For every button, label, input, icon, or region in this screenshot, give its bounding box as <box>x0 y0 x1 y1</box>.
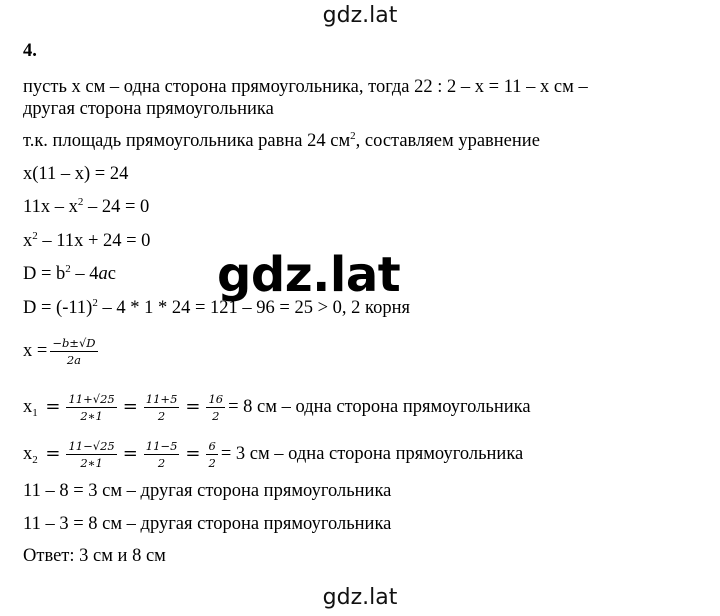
x2-fraction-2 <box>144 439 180 470</box>
disc-c: c <box>107 264 117 284</box>
x2-rest: = 3 см – одна сторона прямоугольника <box>220 443 524 464</box>
watermark-top: gdz.lat <box>322 3 398 28</box>
x1-f1-num: 11+√25 <box>68 392 115 406</box>
equation-3-sup: 2 <box>32 230 38 242</box>
x2-fraction-1 <box>66 439 116 470</box>
task-number: 4. <box>23 41 37 61</box>
disc-b: – 4 <box>70 264 99 284</box>
equation-2-b: – 24 = 0 <box>83 197 150 217</box>
x2-eq-1: = <box>45 442 61 464</box>
x1-rest: = 8 см – одна сторона прямоугольника <box>228 396 531 417</box>
equation-3 <box>23 230 150 252</box>
x2-f1-den: 2∗1 <box>66 454 116 470</box>
equation-2-a: 11х – х <box>23 197 78 217</box>
x1-lhs: х <box>23 396 33 417</box>
equation-2-sup: 2 <box>77 196 84 208</box>
x1-f2-den: 2 <box>144 407 180 423</box>
x2-eq-3: = <box>185 442 201 464</box>
x2-f2-den: 2 <box>144 454 180 470</box>
x1-fraction-3 <box>206 392 225 423</box>
x2-f3-num: 6 <box>208 439 216 453</box>
x1-f3-den: 2 <box>206 407 225 423</box>
x2-fraction-3 <box>206 439 217 470</box>
equation-1: х(11 – х) = 24 <box>23 164 129 184</box>
x1-sub: 1 <box>32 406 38 419</box>
x2-f3-den: 2 <box>208 456 216 470</box>
disc2-sup: 2 <box>92 297 98 309</box>
root-formula-fraction <box>50 336 97 367</box>
text-line-1: пусть х см – одна сторона прямоугольника, тогда 22 : 2 – х = 11 – х см – <box>23 77 588 97</box>
root-x1 <box>23 392 531 423</box>
x1-fraction-1 <box>66 392 116 423</box>
discriminant-formula <box>23 263 116 285</box>
x1-eq-1: = <box>45 395 61 417</box>
text-line-2: другая сторона прямоугольника <box>23 99 274 119</box>
root-formula-lhs: х = <box>23 340 48 361</box>
x2-sub: 2 <box>32 453 38 466</box>
root-x2 <box>23 439 523 470</box>
root-formula-denominator: 2a <box>50 351 97 367</box>
disc-sup: 2 <box>65 263 71 275</box>
root-formula <box>23 336 101 367</box>
text-line-3 <box>23 130 540 152</box>
equation-2 <box>23 196 149 218</box>
x1-f3-num: 16 <box>208 392 224 406</box>
equation-3-b: – 11х + 24 = 0 <box>37 231 151 251</box>
x1-f2-num: 11+5 <box>145 392 178 406</box>
disc2-a: D = (-11) <box>23 298 93 318</box>
watermark-middle: gdz.lat <box>217 247 401 303</box>
x1-eq-2: = <box>122 395 138 417</box>
answer-line: Ответ: 3 см и 8 см <box>23 546 166 566</box>
text-line-3-b: , составляем уравнение <box>355 131 540 151</box>
disc2-b: – 4 * 1 * 24 = 121 – 96 = 25 > 0, 2 корня <box>97 298 410 318</box>
x2-f1-num: 11−√25 <box>68 439 115 453</box>
side-line-1: 11 – 8 = 3 см – другая сторона прямоугольника <box>23 481 392 501</box>
x1-eq-3: = <box>185 395 201 417</box>
equation-3-a: х <box>23 231 33 251</box>
disc-a: D = b <box>23 264 66 284</box>
x2-f2-num: 11−5 <box>145 439 178 453</box>
text-line-3-sup: 2 <box>350 130 356 142</box>
watermark-bottom: gdz.lat <box>322 585 398 610</box>
x2-eq-2: = <box>122 442 138 464</box>
x1-f1-den: 2∗1 <box>66 407 116 423</box>
x2-lhs: х <box>23 443 33 464</box>
side-line-2: 11 – 3 = 8 см – другая сторона прямоугольника <box>23 514 392 534</box>
text-line-3-a: т.к. площадь прямоугольника равна 24 см <box>23 131 351 151</box>
disc-a-italic: a <box>98 264 108 284</box>
x1-fraction-2 <box>144 392 180 423</box>
root-formula-numerator: −b±√D <box>52 336 96 350</box>
